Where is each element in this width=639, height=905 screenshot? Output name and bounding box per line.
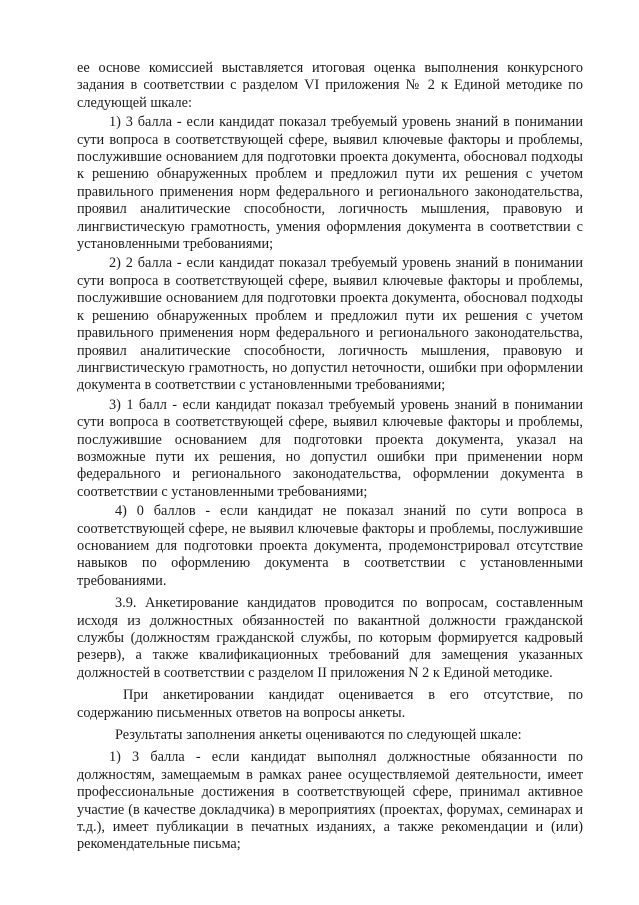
document-page bbox=[77, 60, 583, 854]
paragraph-section-3-9: 3.9. Анкетирование кандидатов проводится по вопросам, составленным исходя из должностных обязанностей по вакантной должности гражданской службы (должностям гражданской службы, по которым формируется кадровый резерв), а также квалификационных требований для замещения указанных должностей в соответствии с разделом II приложения N 2 к Единой методике. bbox=[77, 595, 583, 681]
paragraph-intro-continuation: ее основе комиссией выставляется итоговая оценка выполнения конкурсного задания в соответствии с разделом VI приложения № 2 к Единой методике по следующей шкале: bbox=[77, 60, 583, 111]
paragraph-score-0: 4) 0 баллов - если кандидат не показал знаний по сути вопроса в соответствующей сфере, не выявил ключевые факторы и проблемы, послужившие основанием для подготовки проекта документа, продемонстрировал отсутствие навыков по оформлению документа в соответствии с установленными требованиями. bbox=[77, 503, 583, 589]
paragraph-questionnaire-evaluation: При анкетировании кандидат оценивается в его отсутствие, по содержанию письменных ответов на вопросы анкеты. bbox=[77, 687, 583, 721]
paragraph-score-2: 2) 2 балла - если кандидат показал требуемый уровень знаний в понимании сути вопроса в соответствующей сфере, выявил ключевые факторы и проблемы, послужившие основанием для подготовки проекта документа, обосновал подходы к решению обнаруженных проблем и предложил пути их решения с учетом правильного применения норм федерального и регионального законодательства, проявил аналитические способности, логичность мышления, правовую и лингвистическую грамотность, но допустил неточности, ошибки при оформлении документа в соответствии с установленными требованиями; bbox=[77, 255, 583, 394]
paragraph-score-3: 1) 3 балла - если кандидат показал требуемый уровень знаний в понимании сути вопроса в соответствующей сфере, выявил ключевые факторы и проблемы, послужившие основанием для подготовки проекта документа, обосновал подходы к решению обнаруженных проблем и предложил пути их решения с учетом правильного применения норм федерального и регионального законодательства, проявил аналитические способности, логичность мышления, правовую и лингвистическую грамотность, умения оформления документа в соответствии с установленными требованиями; bbox=[77, 114, 583, 253]
paragraph-questionnaire-score-3: 1) 3 балла - если кандидат выполнял должностные обязанности по должностям, замещаемым в рамках ранее осуществляемой деятельности, имеет профессиональные достижения в соответствующей сфере, принимал активное участие (в качестве докладчика) в мероприятиях (проектах, форумах, семинарах и т.д.), имеет публикации в печатных изданиях, а также рекомендации и (или) рекомендательные письма; bbox=[77, 749, 583, 853]
paragraph-score-1: 3) 1 балл - если кандидат показал требуемый уровень знаний в понимании сути вопроса в соответствующей сфере, выявил ключевые факторы и проблемы, послужившие основанием для подготовки проекта документа, указал на возможные пути их решения, но допустил ошибки при применении норм федерального и регионального законодательства, оформлении документа в соответствии с установленными требованиями; bbox=[77, 396, 583, 500]
paragraph-results-scale-heading: Результаты заполнения анкеты оцениваются по следующей шкале: bbox=[115, 727, 522, 744]
